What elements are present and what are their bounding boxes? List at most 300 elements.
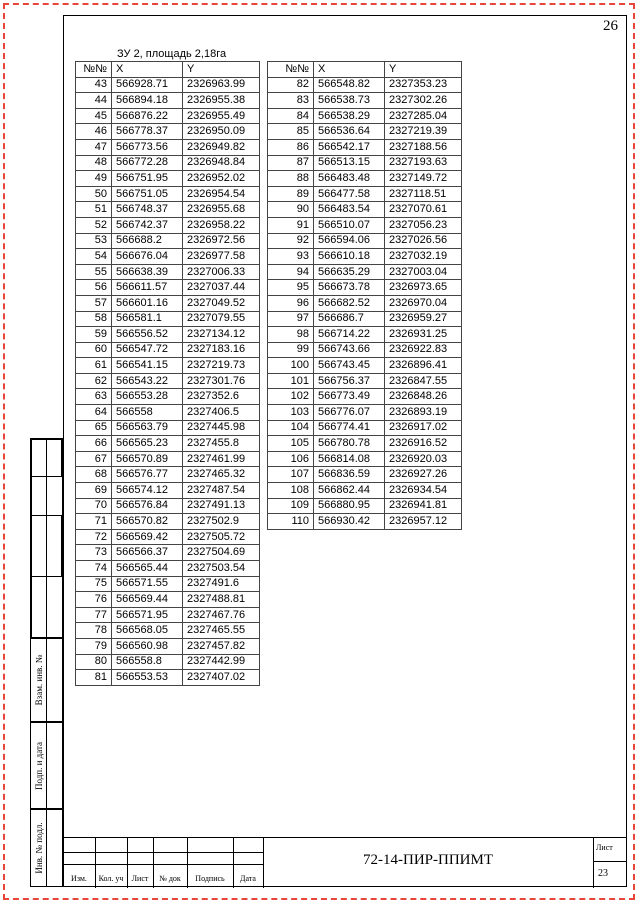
- x-coordinate: 566483.48: [314, 171, 385, 187]
- x-coordinate: 566773.49: [314, 389, 385, 405]
- y-coordinate: 2327193.63: [385, 155, 462, 171]
- y-coordinate: 2327049.52: [183, 295, 260, 311]
- y-coordinate: 2326931.25: [385, 327, 462, 343]
- x-coordinate: 566876.22: [112, 108, 183, 124]
- point-number: 90: [268, 202, 314, 218]
- x-coordinate: 566569.44: [112, 592, 183, 608]
- point-number: 108: [268, 483, 314, 499]
- x-coordinate: 566565.44: [112, 561, 183, 577]
- table-row: [76, 202, 260, 218]
- table-row: [268, 139, 462, 155]
- point-number: 77: [76, 607, 112, 623]
- y-coordinate: 2327487.54: [183, 483, 260, 499]
- point-number: 99: [268, 342, 314, 358]
- table-row: [268, 498, 462, 514]
- table-row: [268, 389, 462, 405]
- side-stamp-vzam: [30, 638, 63, 722]
- y-coordinate: 2326920.03: [385, 451, 462, 467]
- table-row: [268, 483, 462, 499]
- x-coordinate: 566594.06: [314, 233, 385, 249]
- y-coordinate: 2327079.55: [183, 311, 260, 327]
- point-number: 98: [268, 327, 314, 343]
- x-header: X: [112, 62, 183, 78]
- inv-podl-label: Инв. № подл.: [33, 822, 44, 874]
- x-coordinate: 566862.44: [314, 483, 385, 499]
- x-coordinate: 566682.52: [314, 295, 385, 311]
- x-coordinate: 566778.37: [112, 124, 183, 140]
- table-row: [76, 498, 260, 514]
- x-coordinate: 566756.37: [314, 373, 385, 389]
- table-row: [268, 514, 462, 530]
- y-coordinate: 2327149.72: [385, 171, 462, 187]
- point-number: 59: [76, 327, 112, 343]
- list-label: Лист: [131, 874, 149, 883]
- point-number: 81: [76, 670, 112, 686]
- y-coordinate: 2327026.56: [385, 233, 462, 249]
- table-row: [76, 186, 260, 202]
- point-number: 47: [76, 139, 112, 155]
- x-coordinate: 566743.45: [314, 358, 385, 374]
- table-row: [268, 451, 462, 467]
- point-number: 71: [76, 514, 112, 530]
- table-row: [76, 139, 260, 155]
- y-coordinate: 2327465.32: [183, 467, 260, 483]
- point-number: 109: [268, 498, 314, 514]
- point-number: 102: [268, 389, 314, 405]
- point-number: 85: [268, 124, 314, 140]
- point-number: 96: [268, 295, 314, 311]
- y-coordinate: 2327407.02: [183, 670, 260, 686]
- table-row: [268, 77, 462, 93]
- point-number: 80: [76, 654, 112, 670]
- y-header: Y: [385, 62, 462, 78]
- table-row: [76, 389, 260, 405]
- x-coordinate: 566563.79: [112, 420, 183, 436]
- x-coordinate: 566566.37: [112, 545, 183, 561]
- point-number: 100: [268, 358, 314, 374]
- table-row: [76, 311, 260, 327]
- x-coordinate: 566742.37: [112, 217, 183, 233]
- x-coordinate: 566547.72: [112, 342, 183, 358]
- y-coordinate: 2326922.83: [385, 342, 462, 358]
- point-number: 89: [268, 186, 314, 202]
- y-coordinate: 2326948.84: [183, 155, 260, 171]
- y-coordinate: 2327457.82: [183, 638, 260, 654]
- point-number: 54: [76, 249, 112, 265]
- y-coordinate: 2326963.99: [183, 77, 260, 93]
- table-row: [76, 124, 260, 140]
- x-coordinate: 566571.95: [112, 607, 183, 623]
- table-row: [268, 280, 462, 296]
- point-number: 76: [76, 592, 112, 608]
- x-coordinate: 566538.73: [314, 93, 385, 109]
- table-row: [76, 451, 260, 467]
- x-coordinate: 566611.57: [112, 280, 183, 296]
- y-coordinate: 2327352.6: [183, 389, 260, 405]
- point-number: 52: [76, 217, 112, 233]
- table-header-row: [268, 62, 462, 78]
- y-coordinate: 2326957.12: [385, 514, 462, 530]
- point-number: 68: [76, 467, 112, 483]
- podpis-label: Подпись: [195, 874, 225, 883]
- table-row: [76, 249, 260, 265]
- point-number: 48: [76, 155, 112, 171]
- x-coordinate: 566477.58: [314, 186, 385, 202]
- x-coordinate: 566553.53: [112, 670, 183, 686]
- y-coordinate: 2327070.61: [385, 202, 462, 218]
- point-number: 64: [76, 405, 112, 421]
- x-coordinate: 566688.2: [112, 233, 183, 249]
- point-number: 44: [76, 93, 112, 109]
- point-number: 92: [268, 233, 314, 249]
- side-stamp-podp: [30, 722, 63, 809]
- y-coordinate: 2327118.51: [385, 186, 462, 202]
- table-row: [76, 467, 260, 483]
- y-coordinate: 2327006.33: [183, 264, 260, 280]
- table-row: [76, 670, 260, 686]
- y-coordinate: 2326970.04: [385, 295, 462, 311]
- point-number: 61: [76, 358, 112, 374]
- x-coordinate: 566676.04: [112, 249, 183, 265]
- x-header: X: [314, 62, 385, 78]
- x-coordinate: 566751.05: [112, 186, 183, 202]
- podp-data-label: Подп. и дата: [33, 741, 44, 790]
- side-stamp-blank: [30, 438, 63, 638]
- table-row: [268, 373, 462, 389]
- point-number: 57: [76, 295, 112, 311]
- point-number: 56: [76, 280, 112, 296]
- table-row: [268, 436, 462, 452]
- x-coordinate: 566543.22: [112, 373, 183, 389]
- y-coordinate: 2327032.19: [385, 249, 462, 265]
- point-number: 84: [268, 108, 314, 124]
- table-row: [268, 124, 462, 140]
- x-coordinate: 566568.05: [112, 623, 183, 639]
- y-coordinate: 2327285.04: [385, 108, 462, 124]
- point-number: 86: [268, 139, 314, 155]
- x-coordinate: 566571.55: [112, 576, 183, 592]
- y-coordinate: 2327461.99: [183, 451, 260, 467]
- y-coordinate: 2327503.54: [183, 561, 260, 577]
- x-coordinate: 566610.18: [314, 249, 385, 265]
- point-number: 88: [268, 171, 314, 187]
- point-number: 62: [76, 373, 112, 389]
- point-number: 79: [76, 638, 112, 654]
- point-number: 78: [76, 623, 112, 639]
- y-coordinate: 2327455.8: [183, 436, 260, 452]
- point-number: 95: [268, 280, 314, 296]
- y-coordinate: 2327491.6: [183, 576, 260, 592]
- point-number: 49: [76, 171, 112, 187]
- table-row: [76, 654, 260, 670]
- y-coordinate: 2327301.76: [183, 373, 260, 389]
- y-coordinate: 2326941.81: [385, 498, 462, 514]
- table-row: [268, 264, 462, 280]
- table-row: [268, 405, 462, 421]
- y-coordinate: 2326916.52: [385, 436, 462, 452]
- y-coordinate: 2326972.56: [183, 233, 260, 249]
- izm-label: Изм.: [71, 874, 87, 883]
- y-coordinate: 2327505.72: [183, 529, 260, 545]
- table-row: [76, 155, 260, 171]
- y-coordinate: 2327465.55: [183, 623, 260, 639]
- point-number: 83: [268, 93, 314, 109]
- y-coordinate: 2326950.09: [183, 124, 260, 140]
- point-number: 93: [268, 249, 314, 265]
- x-coordinate: 566743.66: [314, 342, 385, 358]
- document-code: 72-14-ПИР-ППИМТ: [363, 852, 493, 868]
- point-number: 45: [76, 108, 112, 124]
- x-coordinate: 566673.78: [314, 280, 385, 296]
- x-coordinate: 566776.07: [314, 405, 385, 421]
- point-number: 63: [76, 389, 112, 405]
- x-coordinate: 566483.54: [314, 202, 385, 218]
- x-coordinate: 566570.82: [112, 514, 183, 530]
- y-coordinate: 2327406.5: [183, 405, 260, 421]
- y-coordinate: 2326927.26: [385, 467, 462, 483]
- point-number: 106: [268, 451, 314, 467]
- point-number: 97: [268, 311, 314, 327]
- x-coordinate: 566601.16: [112, 295, 183, 311]
- table-row: [76, 623, 260, 639]
- data-label: Дата: [240, 874, 256, 883]
- point-number: 82: [268, 77, 314, 93]
- point-number: 72: [76, 529, 112, 545]
- table-row: [76, 483, 260, 499]
- point-number: 51: [76, 202, 112, 218]
- table-row: [76, 264, 260, 280]
- y-coordinate: 2327491.13: [183, 498, 260, 514]
- table-row: [268, 467, 462, 483]
- table-row: [268, 217, 462, 233]
- y-coordinate: 2326847.55: [385, 373, 462, 389]
- x-coordinate: 566894.18: [112, 93, 183, 109]
- table-row: [76, 358, 260, 374]
- table-row: [76, 171, 260, 187]
- table-header-row: [76, 62, 260, 78]
- table-row: [76, 420, 260, 436]
- table-row: [268, 155, 462, 171]
- table-row: [268, 358, 462, 374]
- coordinates-table-left: [75, 61, 260, 686]
- point-number: 55: [76, 264, 112, 280]
- y-coordinate: 2327488.81: [183, 592, 260, 608]
- n-dok-label: № док: [159, 874, 181, 883]
- y-coordinate: 2326952.02: [183, 171, 260, 187]
- x-coordinate: 566542.17: [314, 139, 385, 155]
- y-coordinate: 2327445.98: [183, 420, 260, 436]
- y-header: Y: [183, 62, 260, 78]
- x-coordinate: 566570.89: [112, 451, 183, 467]
- point-number: 53: [76, 233, 112, 249]
- table-row: [268, 202, 462, 218]
- point-number: 94: [268, 264, 314, 280]
- x-coordinate: 566558.8: [112, 654, 183, 670]
- x-coordinate: 566930.42: [314, 514, 385, 530]
- table-row: [268, 420, 462, 436]
- y-coordinate: 2327188.56: [385, 139, 462, 155]
- point-number: 73: [76, 545, 112, 561]
- point-number: 75: [76, 576, 112, 592]
- point-number: 43: [76, 77, 112, 93]
- x-coordinate: 566576.77: [112, 467, 183, 483]
- y-coordinate: 2327134.12: [183, 327, 260, 343]
- point-number: 70: [76, 498, 112, 514]
- table-row: [76, 405, 260, 421]
- table-row: [76, 576, 260, 592]
- point-number: 101: [268, 373, 314, 389]
- num-header: №№: [268, 62, 314, 78]
- point-number: 69: [76, 483, 112, 499]
- x-coordinate: 566558: [112, 405, 183, 421]
- vzam-inv-label: Взам. инв. №: [33, 654, 44, 706]
- point-number: 107: [268, 467, 314, 483]
- point-number: 103: [268, 405, 314, 421]
- x-coordinate: 566773.56: [112, 139, 183, 155]
- y-coordinate: 2327302.26: [385, 93, 462, 109]
- table-row: [76, 561, 260, 577]
- table-row: [268, 249, 462, 265]
- y-coordinate: 2327219.39: [385, 124, 462, 140]
- x-coordinate: 566635.29: [314, 264, 385, 280]
- x-coordinate: 566536.64: [314, 124, 385, 140]
- x-coordinate: 566560.98: [112, 638, 183, 654]
- x-coordinate: 566538.29: [314, 108, 385, 124]
- x-coordinate: 566748.37: [112, 202, 183, 218]
- kol-uch-label: Кол. уч: [98, 874, 124, 883]
- x-coordinate: 566772.28: [112, 155, 183, 171]
- table-row: [76, 436, 260, 452]
- point-number: 58: [76, 311, 112, 327]
- y-coordinate: 2326949.82: [183, 139, 260, 155]
- y-coordinate: 2327003.04: [385, 264, 462, 280]
- table-row: [268, 295, 462, 311]
- y-coordinate: 2327037.44: [183, 280, 260, 296]
- table-row: [268, 311, 462, 327]
- y-coordinate: 2326959.27: [385, 311, 462, 327]
- x-coordinate: 566774.41: [314, 420, 385, 436]
- point-number: 87: [268, 155, 314, 171]
- y-coordinate: 2326955.38: [183, 93, 260, 109]
- table-row: [268, 342, 462, 358]
- y-coordinate: 2327183.16: [183, 342, 260, 358]
- table-row: [268, 186, 462, 202]
- y-coordinate: 2326896.41: [385, 358, 462, 374]
- point-number: 67: [76, 451, 112, 467]
- y-coordinate: 2327467.76: [183, 607, 260, 623]
- table-row: [76, 327, 260, 343]
- x-coordinate: 566836.59: [314, 467, 385, 483]
- y-coordinate: 2326977.58: [183, 249, 260, 265]
- point-number: 110: [268, 514, 314, 530]
- table-row: [76, 607, 260, 623]
- point-number: 60: [76, 342, 112, 358]
- x-coordinate: 566565.23: [112, 436, 183, 452]
- table-row: [268, 93, 462, 109]
- table-row: [76, 77, 260, 93]
- y-coordinate: 2327219.73: [183, 358, 260, 374]
- y-coordinate: 2326917.02: [385, 420, 462, 436]
- point-number: 74: [76, 561, 112, 577]
- x-coordinate: 566548.82: [314, 77, 385, 93]
- x-coordinate: 566638.39: [112, 264, 183, 280]
- num-header: №№: [76, 62, 112, 78]
- point-number: 50: [76, 186, 112, 202]
- table-row: [76, 545, 260, 561]
- page-number: 26: [603, 18, 618, 34]
- x-coordinate: 566574.12: [112, 483, 183, 499]
- x-coordinate: 566569.42: [112, 529, 183, 545]
- x-coordinate: 566581.1: [112, 311, 183, 327]
- y-coordinate: 2327442.99: [183, 654, 260, 670]
- x-coordinate: 566553.28: [112, 389, 183, 405]
- x-coordinate: 566714.22: [314, 327, 385, 343]
- table-row: [268, 171, 462, 187]
- table-row: [76, 342, 260, 358]
- table-row: [76, 93, 260, 109]
- point-number: 46: [76, 124, 112, 140]
- x-coordinate: 566541.15: [112, 358, 183, 374]
- table-row: [76, 108, 260, 124]
- point-number: 65: [76, 420, 112, 436]
- y-coordinate: 2327353.23: [385, 77, 462, 93]
- y-coordinate: 2327504.69: [183, 545, 260, 561]
- table-row: [76, 280, 260, 296]
- y-coordinate: 2326955.49: [183, 108, 260, 124]
- side-stamp-inv: [30, 809, 63, 887]
- table-caption: ЗУ 2, площадь 2,18га: [117, 48, 227, 60]
- table-row: [76, 638, 260, 654]
- x-coordinate: 566576.84: [112, 498, 183, 514]
- y-coordinate: 2326955.68: [183, 202, 260, 218]
- sheet-number: 23: [598, 868, 608, 879]
- x-coordinate: 566751.95: [112, 171, 183, 187]
- sheet-label: Лист: [596, 843, 613, 852]
- x-coordinate: 566928.71: [112, 77, 183, 93]
- y-coordinate: 2327502.9: [183, 514, 260, 530]
- y-coordinate: 2326973.65: [385, 280, 462, 296]
- x-coordinate: 566880.95: [314, 498, 385, 514]
- y-coordinate: 2326893.19: [385, 405, 462, 421]
- point-number: 105: [268, 436, 314, 452]
- x-coordinate: 566686.7: [314, 311, 385, 327]
- x-coordinate: 566556.52: [112, 327, 183, 343]
- table-row: [76, 514, 260, 530]
- x-coordinate: 566814.08: [314, 451, 385, 467]
- y-coordinate: 2326848.26: [385, 389, 462, 405]
- coordinates-table-right: [267, 61, 462, 530]
- x-coordinate: 566513.15: [314, 155, 385, 171]
- table-row: [268, 108, 462, 124]
- x-coordinate: 566780.78: [314, 436, 385, 452]
- point-number: 66: [76, 436, 112, 452]
- table-row: [76, 295, 260, 311]
- table-row: [76, 592, 260, 608]
- x-coordinate: 566510.07: [314, 217, 385, 233]
- y-coordinate: 2326934.54: [385, 483, 462, 499]
- table-row: [76, 529, 260, 545]
- point-number: 104: [268, 420, 314, 436]
- table-row: [268, 233, 462, 249]
- table-row: [76, 217, 260, 233]
- y-coordinate: 2326958.22: [183, 217, 260, 233]
- table-row: [76, 373, 260, 389]
- point-number: 91: [268, 217, 314, 233]
- table-row: [76, 233, 260, 249]
- table-row: [268, 327, 462, 343]
- y-coordinate: 2326954.54: [183, 186, 260, 202]
- y-coordinate: 2327056.23: [385, 217, 462, 233]
